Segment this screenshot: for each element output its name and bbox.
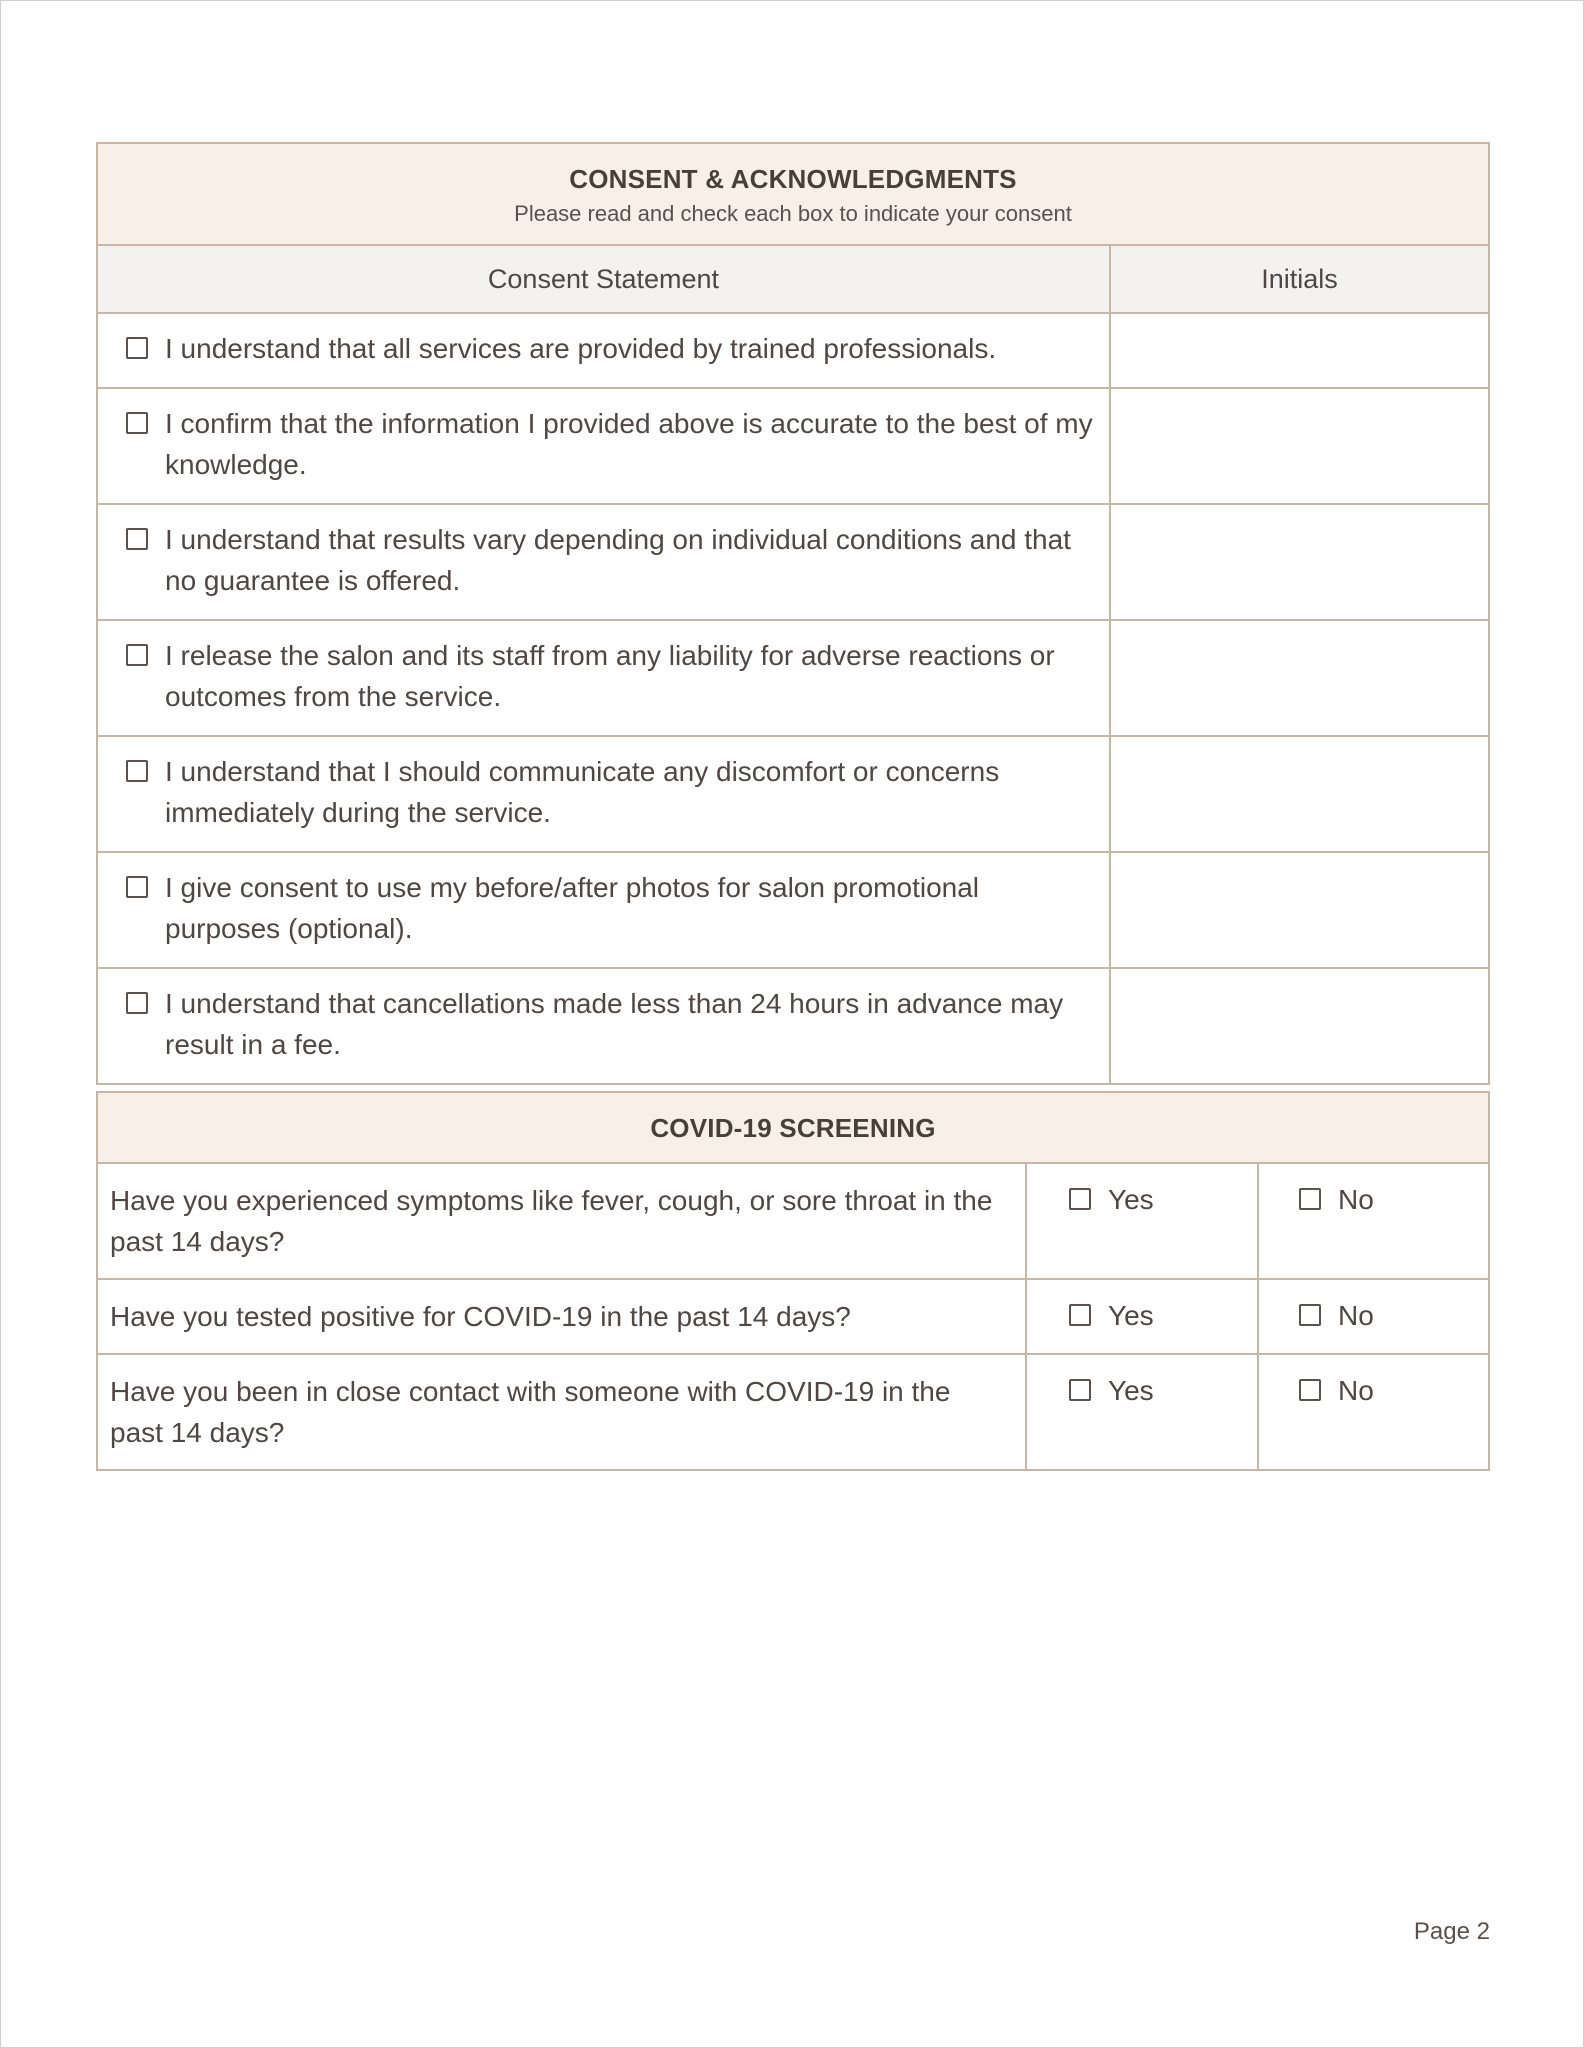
consent-statement-cell	[98, 621, 1111, 735]
yes-option[interactable]	[1027, 1355, 1259, 1469]
yes-checkbox[interactable]	[1069, 1188, 1091, 1210]
column-header-statement: Consent Statement	[98, 246, 1111, 312]
consent-statement-cell	[98, 853, 1111, 967]
column-header-initials: Initials	[1261, 263, 1338, 294]
consent-statement-cell	[98, 505, 1111, 619]
covid-question-text: Have you tested positive for COVID-19 in the past 14 days?	[98, 1280, 1027, 1353]
consent-header	[98, 144, 1488, 246]
consent-checkbox[interactable]	[126, 992, 148, 1014]
covid-question-row	[98, 1164, 1488, 1280]
consent-checkbox[interactable]	[126, 760, 148, 782]
consent-statement-text: I understand that all services are provided by trained professionals.	[165, 333, 997, 364]
consent-subtitle: Please read and check each box to indicate your consent	[514, 201, 1072, 226]
consent-checkbox[interactable]	[126, 528, 148, 550]
consent-row	[98, 737, 1488, 853]
covid-question-row	[98, 1355, 1488, 1469]
consent-title: CONSENT & ACKNOWLEDGMENTS	[569, 164, 1017, 194]
no-option[interactable]	[1259, 1164, 1488, 1278]
initials-field[interactable]	[1111, 853, 1488, 967]
covid-question-row	[98, 1280, 1488, 1355]
consent-statement-cell	[98, 969, 1111, 1083]
consent-statement-text: I release the salon and its staff from any liability for adverse reactions or outcomes from the service.	[165, 640, 1055, 712]
yes-checkbox[interactable]	[1069, 1304, 1091, 1326]
yes-option[interactable]	[1027, 1164, 1259, 1278]
consent-row	[98, 314, 1488, 389]
initials-field[interactable]	[1111, 505, 1488, 619]
consent-statement-text: I confirm that the information I provided above is accurate to the best of my knowledge.	[165, 408, 1093, 480]
no-label: No	[1338, 1300, 1374, 1331]
initials-field[interactable]	[1111, 389, 1488, 503]
consent-checkbox[interactable]	[126, 876, 148, 898]
consent-row	[98, 969, 1488, 1083]
no-option[interactable]	[1259, 1280, 1488, 1353]
no-label: No	[1338, 1184, 1374, 1215]
consent-row	[98, 389, 1488, 505]
consent-statement-text: I understand that cancellations made less than 24 hours in advance may result in a fee.	[165, 988, 1064, 1060]
yes-label: Yes	[1108, 1300, 1154, 1331]
consent-row	[98, 853, 1488, 969]
consent-statement-cell	[98, 389, 1111, 503]
consent-statement-text: I understand that I should communicate any discomfort or concerns immediately during the service.	[165, 756, 1000, 828]
covid-title: COVID-19 SCREENING	[650, 1112, 936, 1143]
consent-row	[98, 505, 1488, 621]
covid-question-text: Have you experienced symptoms like fever, cough, or sore throat in the past 14 days?	[98, 1164, 1027, 1278]
yes-checkbox[interactable]	[1069, 1379, 1091, 1401]
covid-header	[98, 1093, 1488, 1164]
consent-checkbox[interactable]	[126, 412, 148, 434]
initials-field[interactable]	[1111, 969, 1488, 1083]
yes-label: Yes	[1108, 1184, 1154, 1215]
initials-field[interactable]	[1111, 737, 1488, 851]
consent-row	[98, 621, 1488, 737]
no-checkbox[interactable]	[1299, 1379, 1321, 1401]
initials-field[interactable]	[1111, 621, 1488, 735]
consent-column-headers	[98, 246, 1488, 314]
no-label: No	[1338, 1375, 1374, 1406]
yes-label: Yes	[1108, 1375, 1154, 1406]
consent-statement-cell	[98, 737, 1111, 851]
covid-question-text: Have you been in close contact with someone with COVID-19 in the past 14 days?	[98, 1355, 1027, 1469]
no-checkbox[interactable]	[1299, 1188, 1321, 1210]
consent-checkbox[interactable]	[126, 644, 148, 666]
consent-checkbox[interactable]	[126, 337, 148, 359]
page-number: Page 2	[1413, 1918, 1490, 1945]
consent-statement-text: I understand that results vary depending on individual conditions and that no guarantee is offered.	[165, 524, 1071, 596]
consent-statement-text: I give consent to use my before/after photos for salon promotional purposes (optional).	[165, 872, 980, 944]
consent-table	[96, 142, 1490, 1085]
no-option[interactable]	[1259, 1355, 1488, 1469]
covid-screening-table	[96, 1091, 1490, 1471]
no-checkbox[interactable]	[1299, 1304, 1321, 1326]
initials-field[interactable]	[1111, 314, 1488, 387]
yes-option[interactable]	[1027, 1280, 1259, 1353]
consent-statement-cell	[98, 314, 1111, 387]
